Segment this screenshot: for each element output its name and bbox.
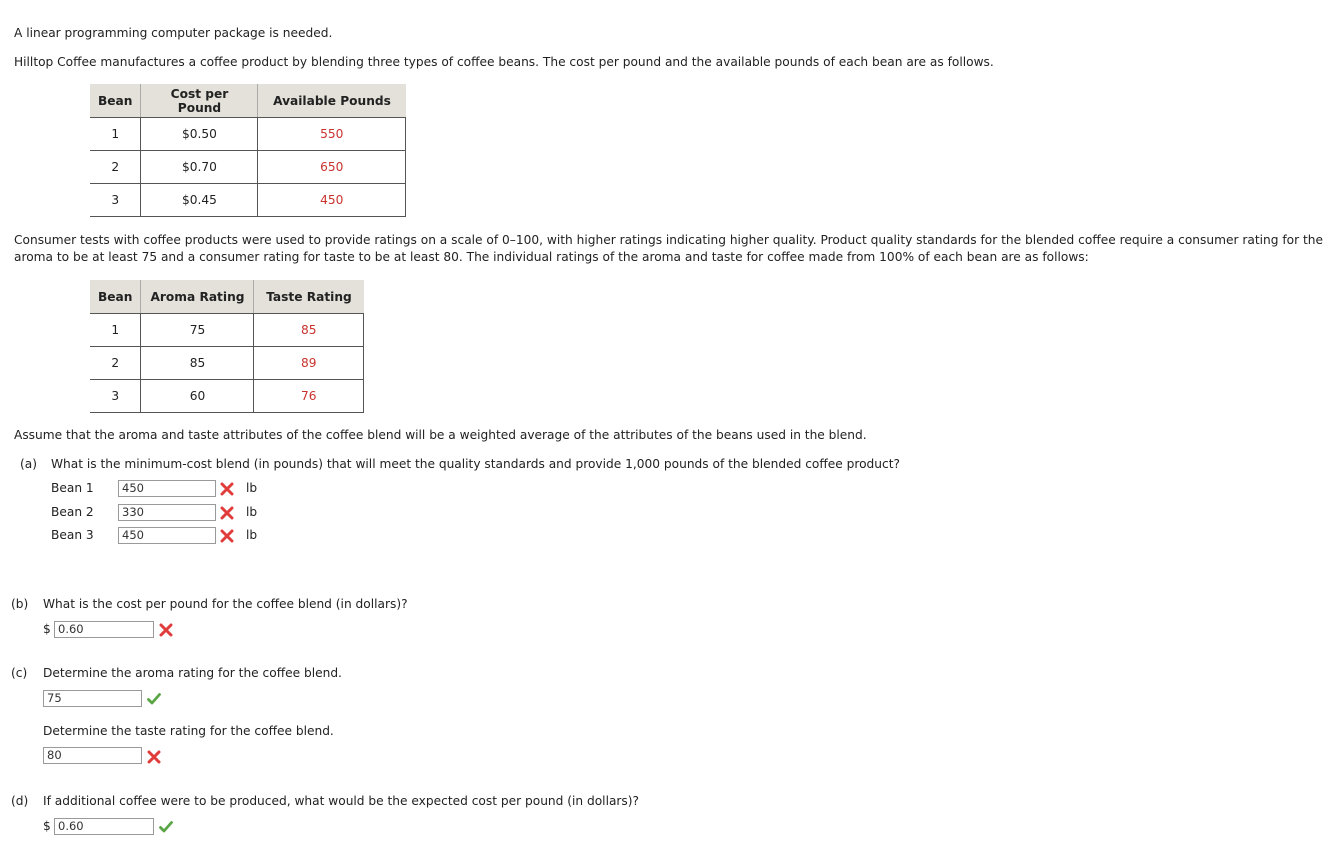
table-cell: 1 — [90, 118, 141, 151]
table-cell: $0.45 — [141, 184, 258, 217]
rating-table-header: Taste Rating — [254, 280, 364, 314]
rating-table-header: Aroma Rating — [141, 280, 254, 314]
table-cell: 85 — [141, 347, 254, 380]
table-cell: 3 — [90, 184, 141, 217]
cost-per-pound-input[interactable]: 0.60 — [54, 621, 154, 638]
part-b-question: What is the cost per pound for the coffee blend (in dollars)? — [43, 597, 408, 611]
dollar-sign: $ — [43, 622, 51, 636]
table-cell: $0.50 — [141, 118, 258, 151]
table-cell: 3 — [90, 380, 141, 413]
correct-check-icon — [159, 820, 173, 834]
table-cell: 550 — [258, 118, 406, 151]
part-c-question: Determine the aroma rating for the coffee blend. — [43, 666, 342, 680]
table-cell: 89 — [254, 347, 364, 380]
bean-2-label: Bean 2 — [51, 505, 94, 519]
consumer-line-1: Consumer tests with coffee products were used to provide ratings on a scale of 0–100, with higher ratings indicating higher quality. Product quality standards for the blended coffee require a consumer rating for the — [14, 233, 1323, 247]
incorrect-x-icon — [147, 750, 161, 764]
intro-line-1: A linear programming computer package is needed. — [14, 26, 333, 40]
part-c-question-2: Determine the taste rating for the coffee blend. — [43, 724, 334, 738]
cost-table — [90, 84, 406, 217]
table-row — [90, 151, 406, 184]
table-cell: 650 — [258, 151, 406, 184]
assume-text: Assume that the aroma and taste attributes of the coffee blend will be a weighted average of the attributes of the beans used in the blend. — [14, 428, 867, 442]
incorrect-x-icon — [220, 506, 234, 520]
rating-table — [90, 280, 364, 413]
bean-2-unit: lb — [246, 505, 258, 519]
dollar-sign: $ — [43, 819, 51, 833]
cost-table-header: Cost per Pound — [141, 84, 258, 118]
table-row — [90, 380, 364, 413]
cost-table-header: Available Pounds — [258, 84, 406, 118]
bean-1-input[interactable]: 450 — [118, 480, 216, 497]
table-cell: 2 — [90, 347, 141, 380]
part-a-question: What is the minimum-cost blend (in pounds) that will meet the quality standards and provide 1,000 pounds of the blended coffee product? — [51, 457, 900, 471]
table-cell: 76 — [254, 380, 364, 413]
consumer-line-2: aroma to be at least 75 and a consumer rating for taste to be at least 80. The individual ratings of the aroma and taste for coffee made from 100% of each bean are as follows: — [14, 250, 1089, 264]
bean-3-input[interactable]: 450 — [118, 527, 216, 544]
table-row — [90, 118, 406, 151]
part-a-label: (a) — [20, 457, 37, 471]
bean-3-label: Bean 3 — [51, 528, 94, 542]
bean-1-unit: lb — [246, 481, 258, 495]
bean-3-unit: lb — [246, 528, 258, 542]
table-cell: 60 — [141, 380, 254, 413]
table-cell: $0.70 — [141, 151, 258, 184]
incorrect-x-icon — [220, 529, 234, 543]
expected-cost-input[interactable]: 0.60 — [54, 818, 154, 835]
table-cell: 2 — [90, 151, 141, 184]
table-row — [90, 347, 364, 380]
incorrect-x-icon — [159, 623, 173, 637]
table-row — [90, 314, 364, 347]
correct-check-icon — [147, 692, 161, 706]
aroma-rating-input[interactable]: 75 — [43, 690, 142, 707]
table-cell: 85 — [254, 314, 364, 347]
intro-line-2: Hilltop Coffee manufactures a coffee product by blending three types of coffee beans. The cost per pound and the available pounds of each bean are as follows. — [14, 55, 994, 69]
table-cell: 75 — [141, 314, 254, 347]
part-d-label: (d) — [11, 794, 29, 808]
part-d-question: If additional coffee were to be produced, what would be the expected cost per pound (in dollars)? — [43, 794, 640, 808]
taste-rating-input[interactable]: 80 — [43, 747, 142, 764]
cost-table-header: Bean — [90, 84, 141, 118]
incorrect-x-icon — [220, 482, 234, 496]
table-row — [90, 184, 406, 217]
bean-1-label: Bean 1 — [51, 481, 94, 495]
table-cell: 450 — [258, 184, 406, 217]
rating-table-header: Bean — [90, 280, 141, 314]
table-cell: 1 — [90, 314, 141, 347]
part-b-label: (b) — [11, 597, 29, 611]
part-c-label: (c) — [11, 666, 28, 680]
bean-2-input[interactable]: 330 — [118, 504, 216, 521]
